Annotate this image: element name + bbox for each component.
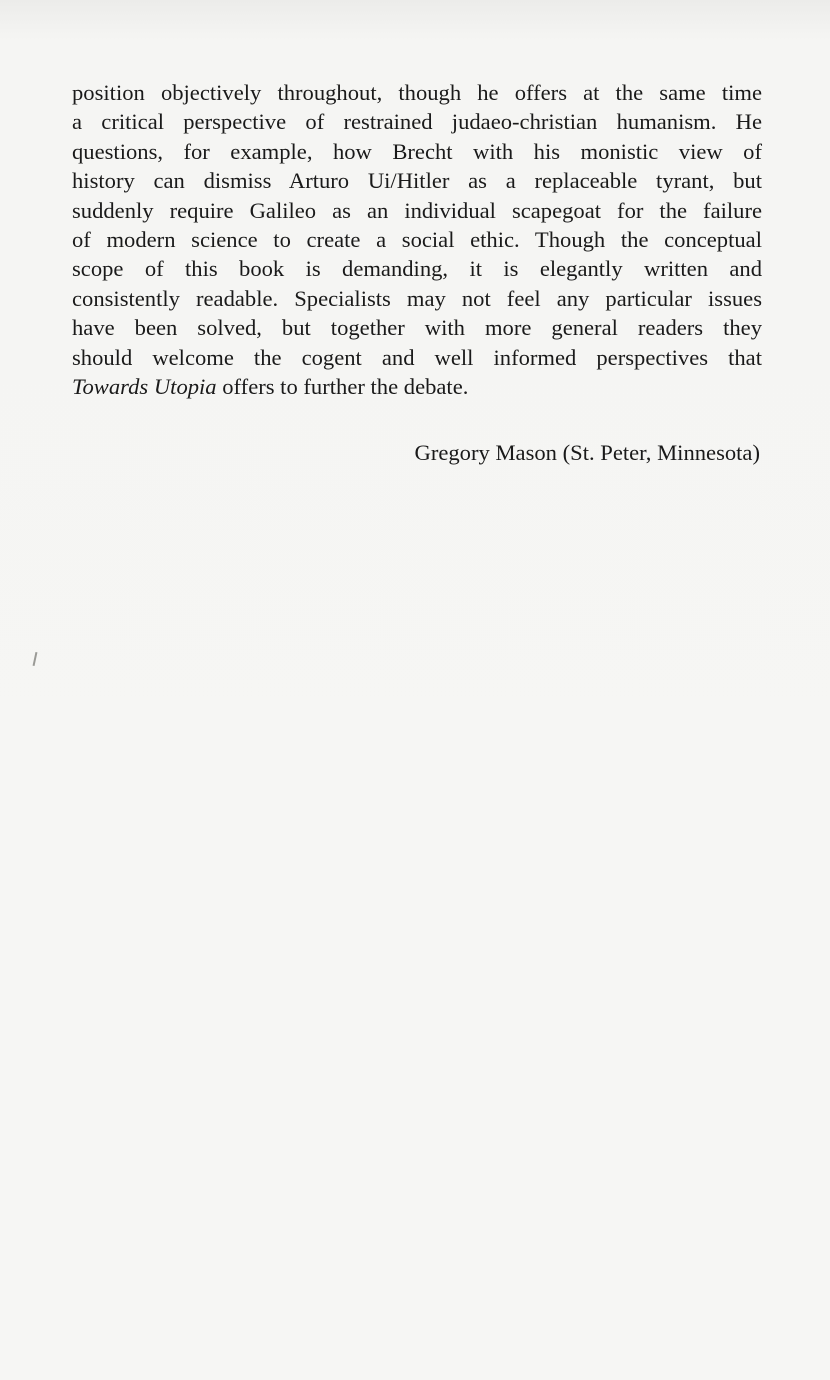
text-line: suddenly require Galileo as an individual scapegoat for the failure	[72, 197, 762, 223]
reviewer-signature: Gregory Mason (St. Peter, Minnesota)	[414, 440, 760, 465]
text-line: scope of this book is demanding, it is elegantly written and	[72, 256, 762, 282]
margin-mark	[33, 652, 38, 666]
review-paragraph	[72, 78, 762, 401]
review-text	[72, 78, 762, 401]
text-line: have been solved, but together with more general readers they	[72, 315, 762, 341]
text-line: a critical perspective of restrained judaeo-christian humanism. He	[72, 109, 762, 135]
text-line: of modern science to create a social ethic. Though the conceptual	[72, 227, 762, 253]
text-line: consistently readable. Specialists may not feel any particular issues	[72, 285, 762, 311]
final-sentence: offers to further the debate.	[216, 374, 469, 400]
text-line-final	[72, 372, 762, 401]
book-title: Towards Utopia	[72, 374, 217, 400]
text-line: should welcome the cogent and well informed perspectives that	[72, 344, 762, 370]
text-line: history can dismiss Arturo Ui/Hitler as a replaceable tyrant, but	[72, 168, 762, 194]
text-line: position objectively throughout, though he offers at the same time	[72, 80, 762, 105]
text-line: questions, for example, how Brecht with his monistic view of	[72, 138, 762, 164]
